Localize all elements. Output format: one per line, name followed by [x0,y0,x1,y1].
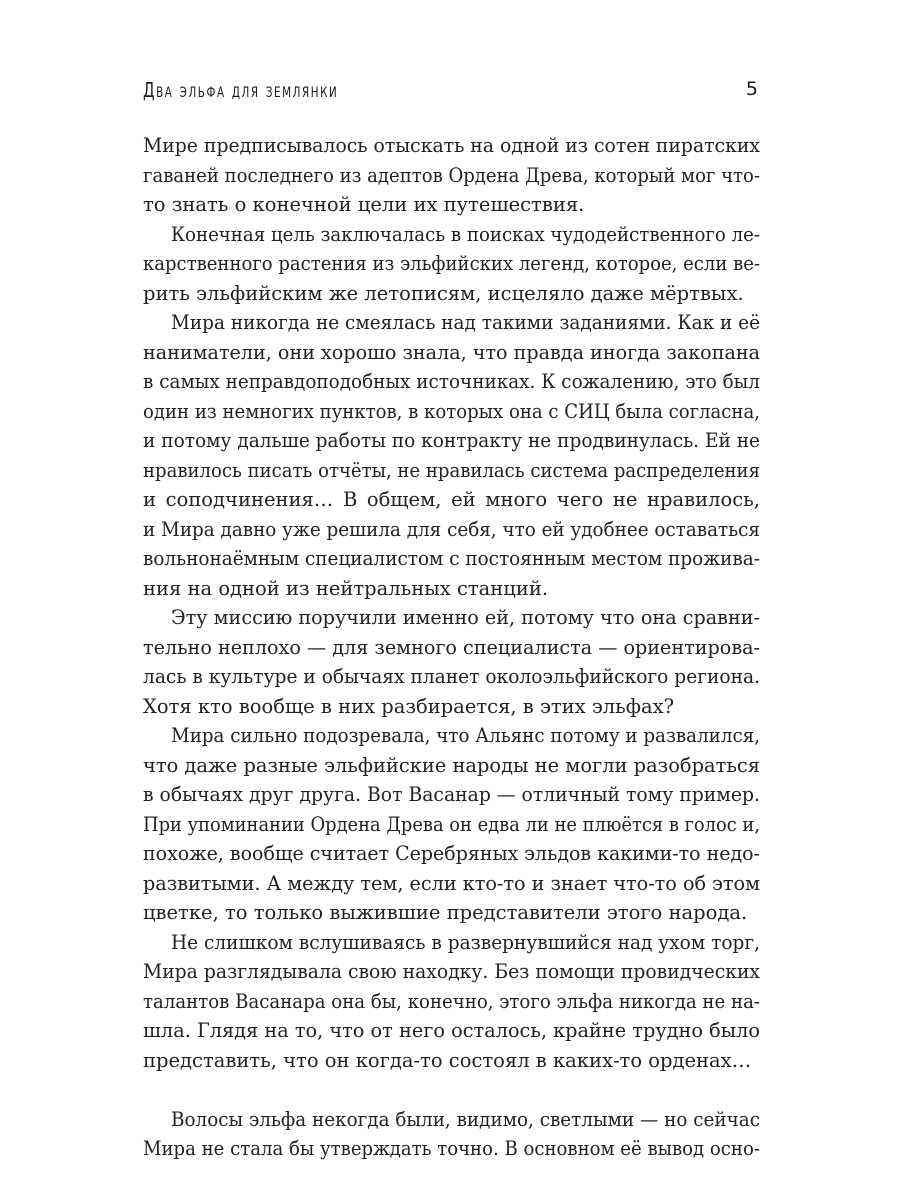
text-line: Волосы эльфа некогда были, видимо, светлыми — но сейчас [171,1107,760,1131]
text-line: и Мира давно уже решила для себя, что ей удобнее оставаться [143,517,760,541]
text-line: Хотя кто вообще в них разбирается, в этих эльфах? [143,694,675,718]
text-line: наниматели, они хорошо знала, что правда иногда закопана [143,340,761,364]
page-number: 5 [745,78,758,100]
text-line: рить эльфийским же летописям, исцеляло даже мёртвых. [143,281,744,305]
text-line: и потому дальше работы по контракту не продвинулась. Ей не [143,429,761,452]
text-line: то знать о конечной цели их путешествия. [143,193,585,216]
text-line: в обычаях друг друга. Вот Васанар — отличный тому пример. [143,783,760,806]
text-line: Эту миссию поручили именно ей, потому что она сравни- [171,606,760,629]
text-line: ния на одной из нейтральных станций. [143,576,549,600]
text-line: нравилось писать отчёты, не нравилась система распределения [143,458,760,482]
page-header [143,76,760,110]
text-line: шла. Глядя на то, что от него осталось, крайне трудно было [143,1019,760,1042]
text-line: похоже, вообще считает Серебряных эльдов какими-то недо- [143,842,760,865]
body-text [143,131,760,1164]
text-line: что даже разные эльфийские народы не могли разобраться [143,753,761,777]
text-line: Мира не стала бы утверждать точно. В основном её вывод осно- [143,1137,760,1160]
text-line: развитыми. А между тем, если кто-то и знает что-то об этом [143,871,761,895]
text-line: и соподчинения… В общем, ей много чего не нравилось, [143,488,760,511]
text-line: При упоминании Ордена Древа он едва ли не плюётся в голос и, [143,812,761,836]
text-line: Конечная цель заключалась в поисках чудодейственного ле- [171,222,761,246]
text-line: цветке, то только выжившие представители этого народа. [143,901,748,924]
text-line: представить, что он когда-то состоял в каких-то орденах… [143,1048,752,1072]
text-line: Мира разглядывала свою находку. Без помощи провидческих [143,960,761,983]
text-line: Не слишком вслушиваясь в развернувшийся над ухом торг, [171,930,761,954]
text-line: тельно неплохо — для земного специалиста — ориентирова- [143,635,761,659]
text-line: гаваней последнего из адептов Ордена Древа, который мог что- [143,163,760,187]
text-line: Мира сильно подозревала, что Альянс потому и развалился, [171,724,760,747]
text-line: Мира никогда не смеялась над такими заданиями. Как и её [171,311,761,334]
text-line: талантов Васанара она бы, конечно, этого эльфа никогда не на- [143,989,761,1013]
text-line: в самых неправдоподобных источниках. К сожалению, это был [143,370,760,393]
text-line: лась в культуре и обычаях планет околоэльфийского региона. [143,665,760,688]
text-line: вольнонаёмным специалистом с постоянным местом прожива- [143,547,760,570]
running-title: Два эльфа для землянки [143,78,339,102]
text-line: один из немногих пунктов, в которых она с СИЦ была согласна, [143,399,760,423]
text-line: карственного растения из эльфийских легенд, которое, если ве- [143,252,760,275]
text-line: Мире предписывалось отыскать на одной из сотен пиратских [143,134,760,157]
section-break [143,1075,760,1105]
